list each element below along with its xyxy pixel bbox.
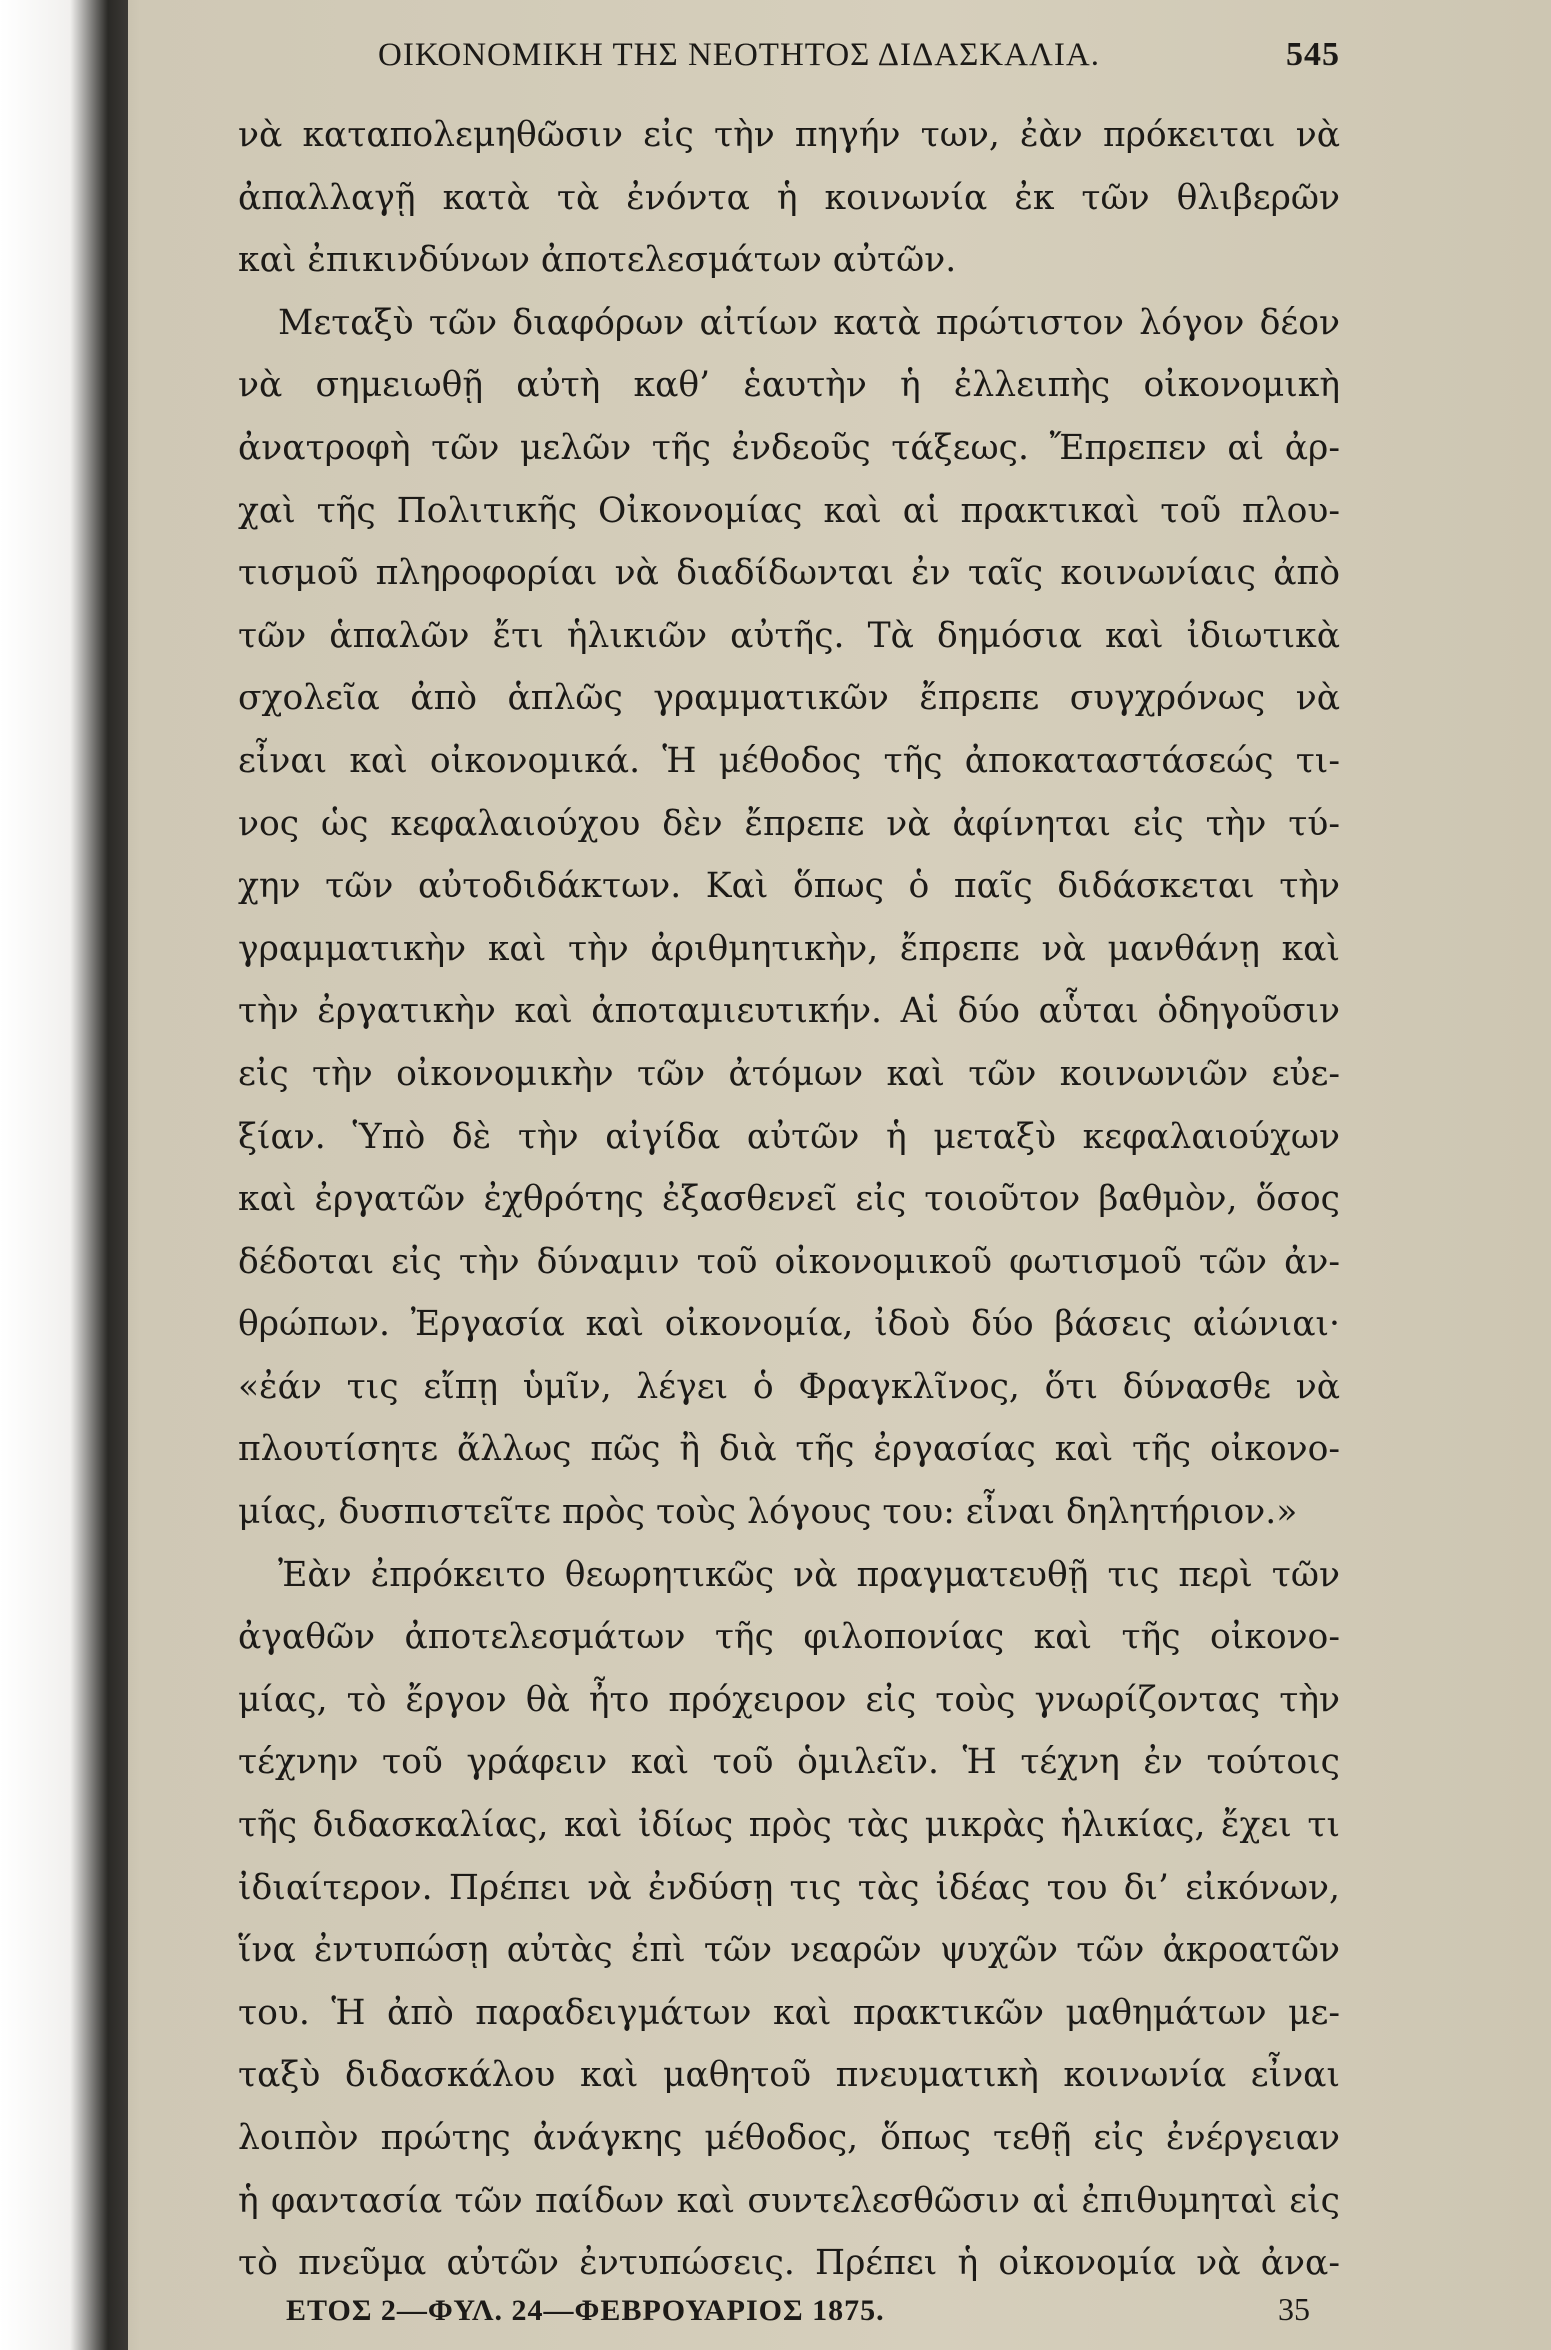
text-line: ἀγαθῶν ἀποτελεσμάτων τῆς φιλοπονίας καὶ τῆς οἰκονο- — [238, 1617, 1340, 1658]
text-line: εἰς τὴν οἰκονομικὴν τῶν ἀτόμων καὶ τῶν κοινωνιῶν εὐε- — [238, 1053, 1340, 1094]
text-line: τέχνην τοῦ γράφειν καὶ τοῦ ὁμιλεῖν. Ἡ τέχνη ἐν τούτοις — [238, 1742, 1340, 1783]
text-line: νὰ σημειωθῇ αὐτὴ καθ’ ἑαυτὴν ἡ ἐλλειπὴς οἰκονομικὴ — [238, 365, 1340, 406]
text-line: σχολεῖα ἀπὸ ἁπλῶς γραμματικῶν ἔπρεπε συγχρόνως νὰ — [238, 678, 1340, 719]
text-line: ἀνατροφὴ τῶν μελῶν τῆς ἐνδεοῦς τάξεως. Ἔπρεπεν αἱ ἀρ- — [238, 427, 1340, 468]
text-line: πλουτίσητε ἄλλως πῶς ἢ διὰ τῆς ἐργασίας καὶ τῆς οἰκονο- — [238, 1429, 1340, 1470]
page-number: 545 — [1286, 36, 1340, 73]
page-header — [238, 36, 1340, 100]
page-footer — [238, 2291, 1340, 2328]
text-line: χαὶ τῆς Πολιτικῆς Οἰκονομίας καὶ αἱ πρακτικαὶ τοῦ πλου- — [238, 490, 1340, 531]
text-line: ἵνα ἐντυπώσῃ αὐτὰς ἐπὶ τῶν νεαρῶν ψυχῶν τῶν ἀκροατῶν — [238, 1930, 1340, 1971]
text-line: θρώπων. Ἐργασία καὶ οἰκονομία, ἰδοὺ δύο βάσεις αἰώνιαι· — [238, 1304, 1340, 1345]
text-line: ταξὺ διδασκάλου καὶ μαθητοῦ πνευματικὴ κοινωνία εἶναι — [238, 2055, 1340, 2096]
text-line: τὴν ἐργατικὴν καὶ ἀποταμιευτικήν. Αἱ δύο αὗται ὁδηγοῦσιν — [238, 991, 1340, 1032]
text-line: χην τῶν αὐτοδιδάκτων. Καὶ ὅπως ὁ παῖς διδάσκεται τὴν — [238, 866, 1340, 907]
text-line: γραμματικὴν καὶ τὴν ἀριθμητικὴν, ἔπρεπε νὰ μανθάνῃ καὶ — [238, 928, 1340, 969]
text-line: τὸ πνεῦμα αὐτῶν ἐντυπώσεις. Πρέπει ἡ οἰκονομία νὰ ἀνα- — [238, 2243, 1340, 2284]
text-line: εἶναι καὶ οἰκονομικά. Ἡ μέθοδος τῆς ἀποκαταστάσεώς τι- — [238, 740, 1340, 781]
text-line: μίας, τὸ ἔργον θὰ ἦτο πρόχειρον εἰς τοὺς γνωρίζοντας τὴν — [238, 1679, 1340, 1720]
text-line: τῶν ἁπαλῶν ἔτι ἡλικιῶν αὐτῆς. Τὰ δημόσια καὶ ἰδιωτικὰ — [238, 615, 1340, 656]
text-line: νος ὡς κεφαλαιούχου δὲν ἔπρεπε νὰ ἀφίνηται εἰς τὴν τύ- — [238, 803, 1340, 844]
text-line: νὰ καταπολεμηθῶσιν εἰς τὴν πηγήν των, ἐὰν πρόκειται νὰ — [238, 115, 1340, 155]
running-title: ΟΙΚΟΝΟΜΙΚΗ ΤΗΣ ΝΕΟΤΗΤΟΣ ΔΙΔΑΣΚΑΛΙΑ. — [378, 37, 1100, 73]
text-line: καὶ ἐργατῶν ἐχθρότης ἐξασθενεῖ εἰς τοιοῦτον βαθμὸν, ὅσος — [238, 1179, 1340, 1220]
text-line: δέδοται εἰς τὴν δύναμιν τοῦ οἰκονομικοῦ φωτισμοῦ τῶν ἀν- — [238, 1241, 1340, 1282]
text-block — [238, 36, 1340, 2327]
text-line: μίας, δυσπιστεῖτε πρὸς τοὺς λόγους του: εἶναι δηλητήριον.» — [238, 1492, 1298, 1533]
text-line: Ἐὰν ἐπρόκειτο θεωρητικῶς νὰ πραγματευθῇ τις περὶ τῶν — [278, 1554, 1340, 1595]
text-line: τῆς διδασκαλίας, καὶ ἰδίως πρὸς τὰς μικρὰς ἡλικίας, ἔχει τι — [238, 1805, 1340, 1846]
text-line: τισμοῦ πληροφορίαι νὰ διαδίδωνται ἐν ταῖς κοινωνίαις ἀπὸ — [238, 553, 1340, 594]
text-line: «ἐάν τις εἴπῃ ὑμῖν, λέγει ὁ Φραγκλῖνος, ὅτι δύνασθε νὰ — [238, 1366, 1340, 1407]
signature-mark: 35 — [1278, 2291, 1310, 2327]
text-line: ἡ φαντασία τῶν παίδων καὶ συντελεσθῶσιν αἱ ἐπιθυμηταὶ εἰς — [238, 2180, 1340, 2221]
text-line: ξίαν. Ὑπὸ δὲ τὴν αἰγίδα αὐτῶν ἡ μεταξὺ κεφαλαιούχων — [238, 1116, 1340, 1157]
text-line: ἰδιαίτερον. Πρέπει νὰ ἐνδύσῃ τις τὰς ἰδέας του δι’ εἰκόνων, — [238, 1867, 1340, 1908]
imprint-line: ΕΤΟΣ 2—ΦΥΛ. 24—ΦΕΒΡΟΥΑΡΙΟΣ 1875. — [286, 2294, 885, 2327]
book-binding-shadow — [0, 0, 128, 2350]
text-line: του. Ἡ ἀπὸ παραδειγμάτων καὶ πρακτικῶν μαθημάτων με- — [238, 1992, 1340, 2033]
text-line: ἀπαλλαγῇ κατὰ τὰ ἐνόντα ἡ κοινωνία ἐκ τῶν θλιβερῶν — [238, 177, 1340, 218]
text-line: Μεταξὺ τῶν διαφόρων αἰτίων κατὰ πρώτιστον λόγον δέον — [278, 302, 1340, 343]
text-line: καὶ ἐπικινδύνων ἀποτελεσμάτων αὐτῶν. — [238, 240, 957, 281]
body-text — [238, 104, 1340, 2295]
text-line: λοιπὸν πρώτης ἀνάγκης μέθοδος, ὅπως τεθῇ εἰς ἐνέργειαν — [238, 2118, 1340, 2158]
